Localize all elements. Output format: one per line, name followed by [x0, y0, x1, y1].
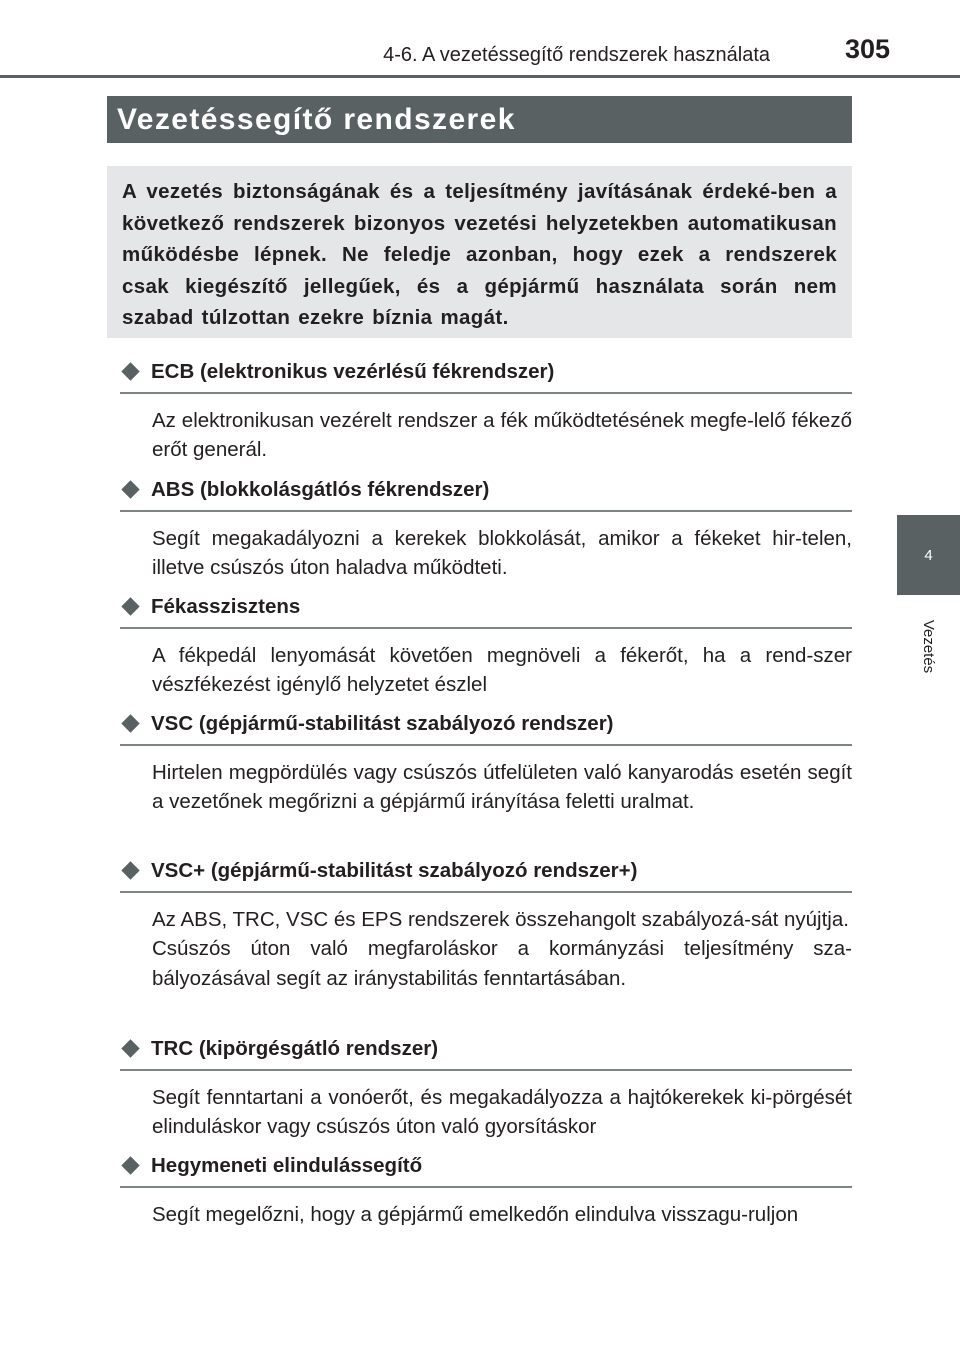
section-divider — [120, 744, 852, 746]
section-paragraph: Segít megakadályozni a kerekek blokkolását, amikor a fékeket hir-telen, illetve csúszós úton haladva működteti. — [152, 526, 852, 579]
section-paragraph: A fékpedál lenyomását követően megnöveli a fékerőt, ha a rend-szer vészfékezést igénylő helyzetet észlel — [152, 643, 852, 696]
section-vsc — [120, 709, 852, 817]
diamond-bullet-icon — [121, 861, 139, 879]
section-paragraph: Csúszós úton való megfaroláskor a kormányzási teljesítmény sza-bályozásával segít az iránystabilitás fenntartásában. — [152, 937, 852, 990]
section-heading: Fékasszisztens — [151, 595, 301, 618]
section-divider — [120, 891, 852, 893]
diamond-bullet-icon — [121, 480, 139, 498]
section-divider — [120, 510, 852, 512]
diamond-bullet-icon — [121, 362, 139, 380]
section-divider — [120, 1186, 852, 1188]
section-body — [152, 1200, 852, 1230]
diamond-bullet-icon — [121, 597, 139, 615]
header-divider — [0, 75, 960, 78]
section-vsc-plus — [120, 856, 852, 993]
section-abs — [120, 475, 852, 583]
section-heading: TRC (kipörgésgátló rendszer) — [151, 1037, 439, 1060]
section-paragraph: Az elektronikusan vezérelt rendszer a fék működtetésének megfe-lelő fékező erőt generál. — [152, 408, 852, 461]
page-title: Vezetéssegítő rendszerek — [107, 96, 852, 143]
section-divider — [120, 627, 852, 629]
chapter-tab-label-text: Vezetés — [920, 619, 937, 673]
section-body — [152, 524, 852, 583]
section-heading: VSC (gépjármű-stabilitást szabályozó rendszer) — [151, 712, 614, 735]
diamond-bullet-icon — [121, 1156, 139, 1174]
section-body — [152, 641, 852, 700]
section-divider — [120, 1069, 852, 1071]
page-number: 305 — [844, 34, 890, 64]
chapter-title: 4-6. A vezetéssegítő rendszerek használata — [383, 44, 770, 66]
section-divider — [120, 392, 852, 394]
section-paragraph: Segít fenntartani a vonóerőt, és megakadályozza a hajtókerekek ki-pörgését elinduláskor vagy csúszós úton való gyorsításkor — [152, 1085, 852, 1138]
section-hill-start-assist — [120, 1151, 852, 1229]
section-brake-assist — [120, 592, 852, 700]
section-body — [152, 1083, 852, 1142]
section-paragraph: Hirtelen megpördülés vagy csúszós útfelületen való kanyarodás esetén segít a vezetőnek megőrizni a gépjármű irányítása feletti uralmat. — [152, 760, 852, 813]
section-body — [152, 406, 852, 465]
section-ecb — [120, 357, 852, 465]
section-body — [152, 758, 852, 817]
section-trc — [120, 1034, 852, 1142]
diamond-bullet-icon — [121, 714, 139, 732]
section-heading: VSC+ (gépjármű-stabilitást szabályozó rendszer+) — [151, 859, 638, 882]
chapter-tab-label — [897, 606, 960, 686]
section-paragraph: Segít megelőzni, hogy a gépjármű emelkedőn elindulva visszagu-ruljon — [152, 1202, 799, 1226]
section-heading: ECB (elektronikus vezérlésű fékrendszer) — [151, 360, 555, 383]
chapter-tab-number: 4 — [897, 515, 960, 595]
section-paragraph: Az ABS, TRC, VSC és EPS rendszerek összehangolt szabályozá-sát nyújtja. — [152, 907, 849, 931]
intro-box: A vezetés biztonságának és a teljesítmény javításának érdeké-ben a következő rendszerek bizonyos vezetési helyzetekben automatikusan működésbe lépnek. Ne feledje azonban, hogy ezek a rendszerek csak kiegészítő jellegűek, és a gépjármű használata során nem szabad túlzottan ezekre bíznia magát. — [107, 166, 852, 338]
section-body — [152, 905, 852, 994]
diamond-bullet-icon — [121, 1039, 139, 1057]
section-heading: ABS (blokkolásgátlós fékrendszer) — [151, 478, 490, 501]
section-heading: Hegymeneti elindulássegítő — [151, 1154, 423, 1177]
